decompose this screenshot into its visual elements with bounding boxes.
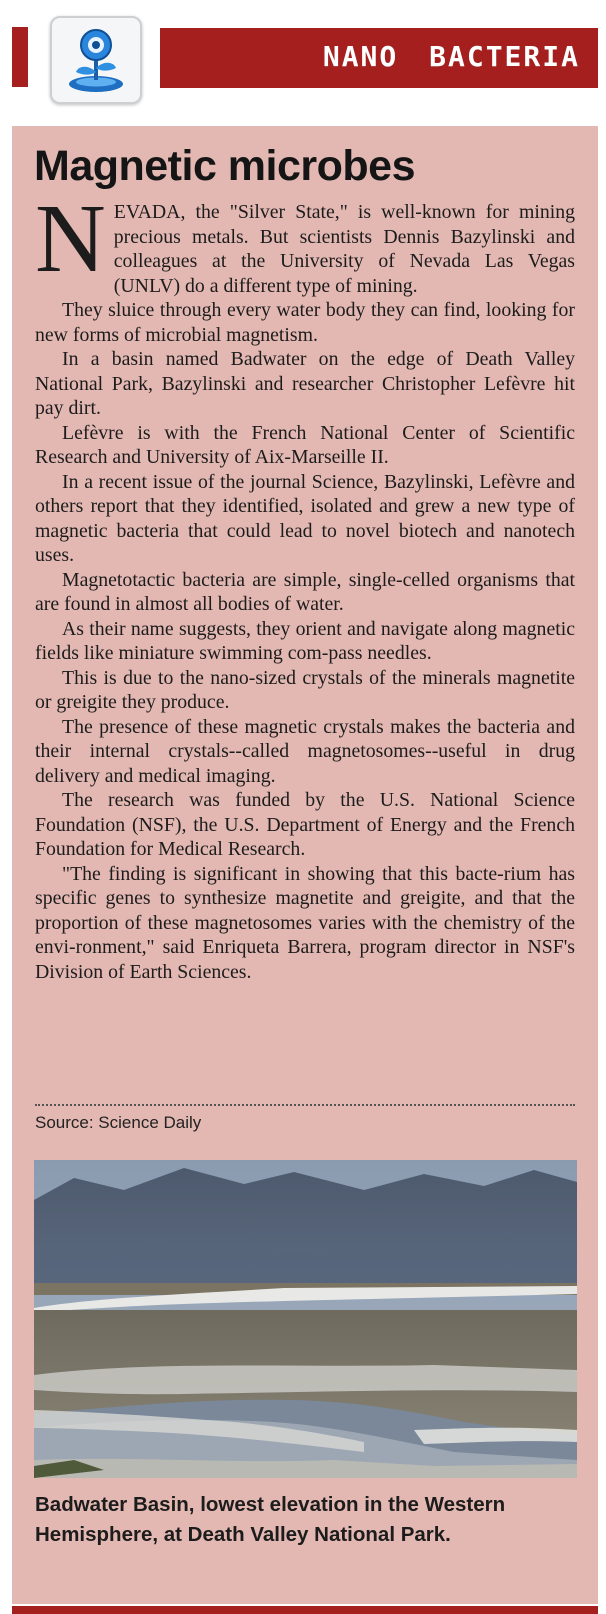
article-paragraph: In a basin named Badwater on the edge of Death Valley National Park, Bazylinski and researcher Christopher Lefèvre hit pay dirt.	[35, 348, 575, 419]
section-title: NANO BACTERIA	[322, 40, 580, 73]
article-paragraph	[35, 185, 575, 298]
article-panel	[12, 126, 598, 1604]
footer-accent-bar	[12, 1606, 598, 1614]
article-body	[35, 185, 575, 984]
article-paragraph: Lefèvre is with the French National Center of Scientific Research and University of Aix-Marseille II.	[35, 421, 575, 468]
photo-caption: Badwater Basin, lowest elevation in the Western Hemisphere, at Death Valley National Park.	[35, 1493, 506, 1546]
plant-globe-logo-icon	[50, 16, 142, 104]
section-header	[0, 0, 606, 108]
badwater-basin-photo	[34, 1160, 577, 1478]
article-paragraph: This is due to the nano-sized crystals of the minerals magnetite or greigite they produce.	[35, 666, 575, 713]
article-paragraph: They sluice through every water body they can find, looking for new forms of microbial magnetism.	[35, 299, 575, 346]
drop-cap: N	[35, 185, 106, 293]
source-credit: Source: Science Daily	[35, 1113, 202, 1132]
header-title-bar	[160, 28, 598, 88]
paragraph-text: EVADA, the "Silver State," is well-known for mining precious metals. But scientists Dennis Bazylinski and colleagues at the University of Nevada Las Vegas (UNLV) do a different type of mining.	[113, 201, 575, 297]
article-paragraph: Magnetotactic bacteria are simple, single-celled organisms that are found in almost all bodies of water.	[35, 568, 575, 615]
header-left-accent-bar	[12, 27, 28, 87]
dotted-divider	[35, 1104, 575, 1106]
article-paragraph: As their name suggests, they orient and navigate along magnetic fields like miniature swimming com-pass needles.	[35, 617, 575, 664]
article-paragraph: In a recent issue of the journal Science, Bazylinski, Lefèvre and others report that they identified, isolated and grew a new type of magnetic bacteria that could lead to novel biotech and nanotech uses.	[35, 470, 575, 566]
article-paragraph: The research was funded by the U.S. National Science Foundation (NSF), the U.S. Department of Energy and the French Foundation for Medical Research.	[35, 789, 575, 860]
article-paragraph: "The finding is significant in showing that this bacte-rium has specific genes to synthesize magnetite and greigite, and that the proportion of these magnetosomes varies with the chemistry of the envi-ronment," said Enriqueta Barrera, program director in NSF's Division of Earth Sciences.	[35, 862, 575, 983]
article-paragraph: The presence of these magnetic crystals makes the bacteria and their internal crystals--called magnetosomes--useful in drug delivery and medical imaging.	[35, 715, 575, 787]
article-headline: Magnetic microbes	[34, 142, 415, 190]
